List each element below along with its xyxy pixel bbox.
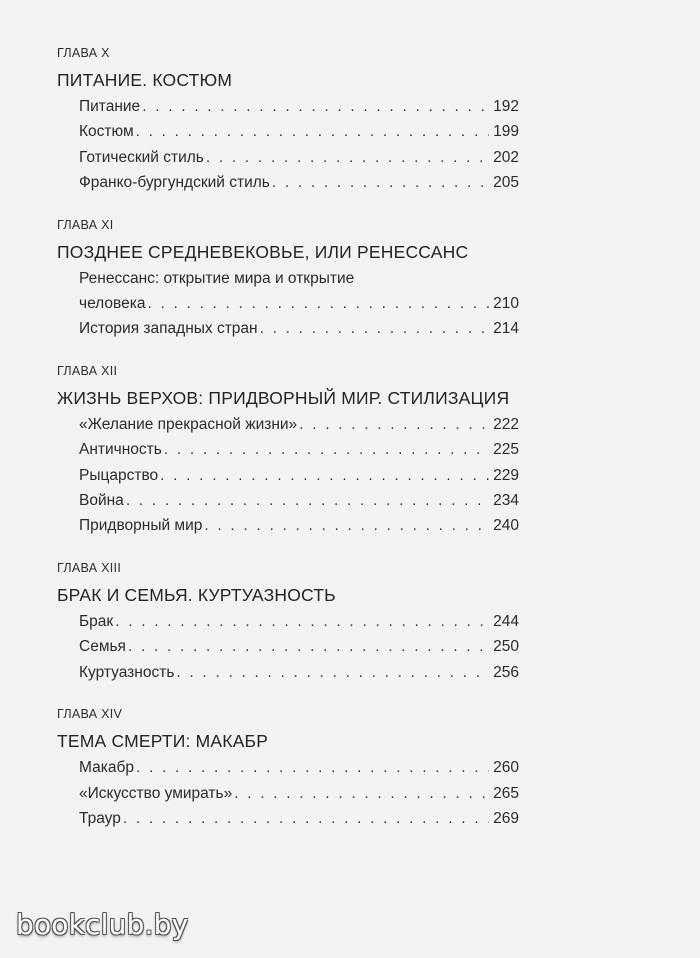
toc-entry [79,266,519,317]
chapter-label: ГЛАВА XI [57,217,114,232]
dot-leader [206,145,489,170]
dot-leader [142,94,489,119]
dot-leader [164,437,489,462]
toc-entry [79,316,519,341]
table-of-contents [57,46,519,848]
entry-page-number: 240 [493,517,519,535]
toc-entry [79,609,519,634]
entry-page-number: 214 [493,320,519,338]
chapter-title: ЖИЗНЬ ВЕРХОВ: ПРИДВОРНЫЙ МИР. СТИЛИЗАЦИЯ [57,387,510,408]
entry-title: Война [79,492,124,510]
toc-entry [79,488,519,513]
entry-title: Готический стиль [79,148,204,166]
entry-title: Макабр [79,759,134,777]
entry-page-number: 265 [493,784,519,802]
entry-page-number: 202 [493,148,519,166]
entry-page-number: 229 [493,466,519,484]
entry-page-number: 205 [493,174,519,192]
toc-entry [79,660,519,685]
entry-page-number: 250 [493,638,519,656]
dot-leader [115,609,489,634]
toc-entry [79,437,519,462]
entry-title: человека [79,295,146,313]
entry-title: Куртуазность [79,663,175,681]
entry-title: «Искусство умирать» [79,784,233,802]
chapter-section [57,707,519,831]
entry-page-number: 234 [493,492,519,510]
toc-entry [79,94,519,119]
toc-entry [79,781,519,806]
entry-title-line: Ренессанс: открытие мира и открытие [79,269,355,287]
entry-title: Придворный мир [79,517,203,535]
dot-leader [136,119,490,144]
chapter-section [57,46,519,196]
toc-entry [79,119,519,144]
dot-leader [147,291,489,316]
entry-title: Франко-бургундский стиль [79,174,270,192]
chapter-title: ПИТАНИЕ. КОСТЮМ [57,70,233,90]
dot-leader [204,513,489,538]
chapter-section [57,364,519,539]
dot-leader [136,755,489,780]
dot-leader [176,660,489,685]
toc-entry [79,513,519,538]
entry-page-number: 256 [493,663,519,681]
entry-title: Рыцарство [79,466,159,484]
toc-entry [79,412,519,437]
entry-title: История западных стран [79,320,258,338]
dot-leader [299,412,489,437]
toc-entry [79,145,519,170]
entry-page-number: 244 [493,612,519,630]
toc-entry-continuation [79,291,519,316]
entry-page-number: 199 [493,123,519,141]
dot-leader [123,806,489,831]
entry-title: Брак [79,612,114,630]
chapter-section [57,218,519,342]
toc-entry [79,463,519,488]
dot-leader [234,781,489,806]
dot-leader [272,170,489,195]
toc-entry [79,170,519,195]
entry-page-number: 222 [493,415,519,433]
entry-page-number: 210 [493,295,519,313]
chapter-section [57,561,519,685]
entry-title: Траур [79,809,121,827]
entry-page-number: 269 [493,809,519,827]
chapter-title: ТЕМА СМЕРТИ: МАКАБР [57,731,269,752]
entry-title: Костюм [79,123,134,141]
chapter-label: ГЛАВА XIII [57,560,122,575]
dot-leader [128,634,489,659]
chapter-label: ГЛАВА XIV [57,707,123,722]
dot-leader [126,488,489,513]
entry-page-number: 225 [493,441,519,459]
dot-leader [160,463,489,488]
toc-entry [79,806,519,831]
chapter-label: ГЛАВА X [57,46,110,60]
watermark: bookclub.by [16,908,189,941]
toc-entry [79,634,519,659]
toc-entry [79,755,519,780]
entry-title: «Желание прекрасной жизни» [79,415,298,433]
entry-title: Семья [79,638,126,656]
entry-title: Питание [79,98,141,115]
chapter-title: ПОЗДНЕЕ СРЕДНЕВЕКОВЬЕ, ИЛИ РЕНЕССАНС [57,241,469,262]
dot-leader [260,316,490,341]
entry-page-number: 260 [493,759,519,777]
chapter-title: БРАК И СЕМЬЯ. КУРТУАЗНОСТЬ [57,584,336,605]
entry-title: Античность [79,441,162,459]
entry-page-number: 192 [493,98,519,115]
chapter-label: ГЛАВА XII [57,363,118,378]
